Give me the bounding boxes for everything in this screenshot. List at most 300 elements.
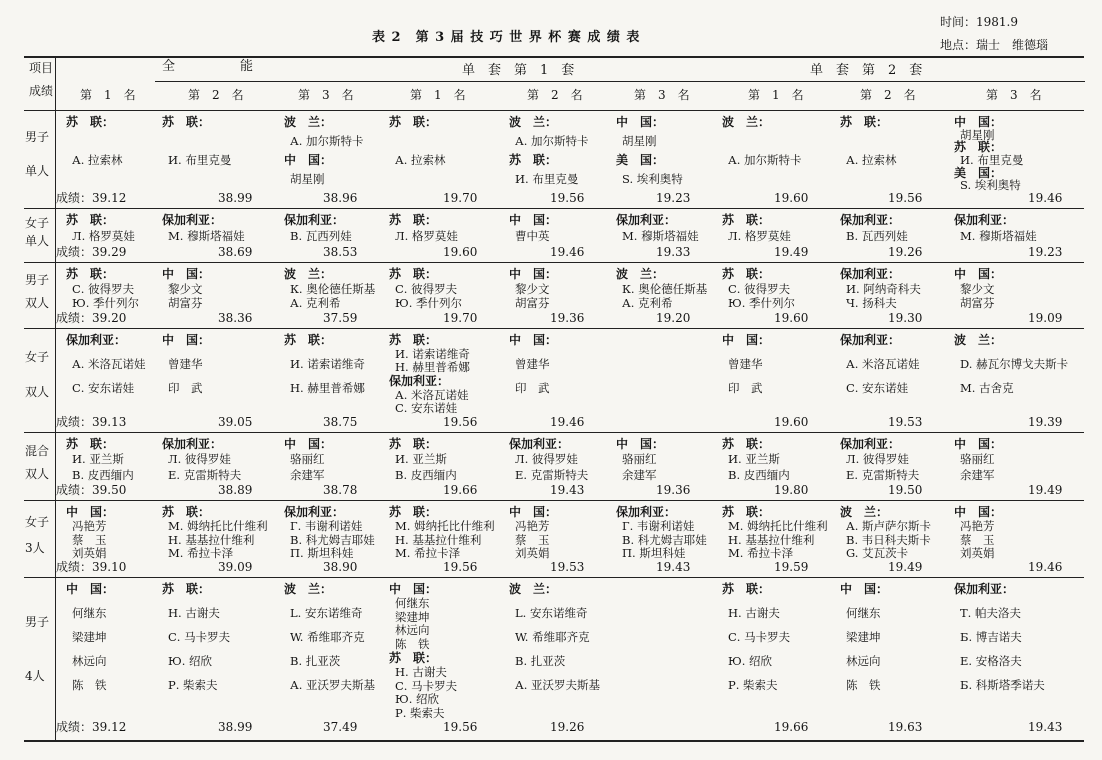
header-balance-2: 单 套 第 2 套 [810, 63, 923, 78]
athlete-name: 林远向 [846, 654, 881, 668]
country-label: 中 国： [284, 153, 333, 167]
score-value: 成绩：39.50 [56, 483, 127, 497]
table-title: 表 2 第 3 届 技 巧 世 界 杯 赛 成 绩 表 [372, 30, 641, 45]
athlete-name: А. 斯卢萨尔斯卡 [846, 518, 932, 533]
event-label: 双人 [25, 295, 50, 310]
score-value: 37.59 [323, 311, 358, 325]
athlete-name: 印 武 [728, 381, 763, 395]
header-place: 第 1 名 [748, 88, 804, 102]
athlete-name: В. 科尤姆吉耶娃 [622, 532, 707, 547]
country-label: 苏 联： [389, 651, 438, 665]
athlete-name: И. 布里克曼 [168, 153, 232, 167]
athlete-name: 陈 铁 [846, 678, 881, 692]
country-label: 波 兰： [722, 115, 771, 129]
score-value: 39.05 [218, 415, 253, 429]
event-label: 女子 [25, 216, 50, 231]
country-label: 苏 联： [722, 437, 771, 451]
athlete-name: Н. 赫里普希娜 [395, 360, 470, 375]
country-label: 中 国： [616, 437, 665, 451]
athlete-name: 黎少文 [960, 281, 995, 296]
athlete-name: 林远向 [72, 654, 107, 668]
score-value: 39.09 [218, 560, 253, 574]
top-rule [24, 56, 1084, 58]
athlete-name: А. 米洛瓦诺娃 [72, 357, 146, 371]
athlete-name: 梁建坤 [846, 630, 881, 644]
country-label: 保加利亚： [162, 437, 223, 451]
athlete-name: 胡富芬 [515, 296, 550, 311]
score-value: 19.09 [1028, 311, 1063, 325]
athlete-name: 刘英娟 [515, 546, 550, 561]
score-value: 19.56 [443, 415, 478, 429]
athlete-name: И. 布里克曼 [960, 153, 1024, 167]
country-label: 中 国： [840, 582, 889, 596]
athlete-name: В. 韦日科夫斯卡 [846, 532, 931, 547]
score-value: 38.36 [218, 311, 253, 325]
bottom-rule [24, 740, 1084, 742]
athlete-name: П. 斯坦科娃 [290, 546, 354, 561]
athlete-name: И. 亚兰斯 [728, 452, 780, 467]
country-label: 中 国： [509, 267, 558, 281]
country-label: 中 国： [509, 505, 558, 519]
athlete-name: К. 奥伦德任斯基 [290, 281, 376, 296]
score-value: 19.66 [774, 720, 809, 734]
country-label: 保加利亚： [509, 437, 570, 451]
score-value: 38.75 [323, 415, 358, 429]
country-label: 苏 联： [284, 333, 333, 347]
score-value: 38.69 [218, 245, 253, 259]
athlete-name: Л. 格罗莫娃 [72, 229, 135, 243]
score-value: 19.60 [774, 311, 809, 325]
score-value: 38.89 [218, 483, 253, 497]
athlete-name: 冯艳芳 [72, 518, 107, 533]
athlete-name: Ю. 季什列尔 [728, 296, 796, 311]
country-label: 中 国： [954, 505, 1003, 519]
score-value: 19.46 [550, 415, 585, 429]
header-place: 第 3 名 [634, 88, 690, 102]
country-label: 保加利亚： [389, 374, 450, 388]
athlete-name: Н. 基基拉什维利 [395, 532, 482, 547]
country-label: 苏 联： [389, 333, 438, 347]
athlete-name: М. 希拉卡泽 [728, 546, 794, 561]
country-label: 苏 联： [389, 213, 438, 227]
event-label: 3人 [25, 540, 45, 555]
score-value: 19.49 [1028, 483, 1063, 497]
athlete-name: W. 希维耶齐克 [290, 630, 365, 644]
country-label: 苏 联： [162, 115, 211, 129]
athlete-name: Т. 帕夫洛夫 [960, 606, 1021, 620]
country-label: 苏 联： [162, 505, 211, 519]
header-place: 第 1 名 [80, 88, 136, 102]
athlete-name: Б. 博吉诺夫 [960, 630, 1022, 644]
athlete-name: А. 加尔斯特卡 [728, 153, 802, 167]
score-value: 19.60 [774, 415, 809, 429]
athlete-name: А. 米洛瓦诺娃 [846, 357, 920, 371]
athlete-name: М. 希拉卡泽 [395, 546, 461, 561]
score-value: 19.26 [550, 720, 585, 734]
athlete-name: Г. 韦谢利诺娃 [290, 518, 363, 533]
athlete-name: Л. 格罗莫娃 [395, 229, 458, 243]
event-column-divider [55, 56, 56, 740]
country-label: 中 国： [162, 267, 211, 281]
athlete-name: С. 彼得罗夫 [395, 281, 458, 296]
athlete-name: Ю. 绍欣 [395, 692, 440, 707]
athlete-name: И. 阿纳奇科夫 [846, 281, 921, 296]
athlete-name: 林远向 [395, 623, 430, 638]
event-label: 双人 [25, 385, 50, 400]
score-value: 19.56 [888, 191, 923, 205]
country-label: 苏 联： [840, 115, 889, 129]
athlete-name: В. 皮西缅内 [72, 467, 134, 482]
country-label: 中 国： [954, 437, 1003, 451]
header-balance-1: 单 套 第 1 套 [462, 63, 575, 78]
athlete-name: А. 克利希 [622, 296, 673, 311]
score-value: 19.60 [774, 191, 809, 205]
country-label: 苏 联： [722, 505, 771, 519]
score-value: 19.43 [1028, 720, 1063, 734]
athlete-name: Н. 古谢夫 [168, 606, 220, 620]
score-value: 38.96 [323, 191, 358, 205]
score-value: 19.70 [443, 191, 478, 205]
header-score: 成绩 [29, 84, 54, 98]
athlete-name: 曹中英 [515, 229, 550, 243]
athlete-name: М. 古舍克 [960, 381, 1014, 395]
country-label: 中 国： [509, 213, 558, 227]
athlete-name: Н. 基基拉什维利 [728, 532, 815, 547]
athlete-name: Н. 古谢夫 [728, 606, 780, 620]
athlete-name: А. 加尔斯特卡 [290, 134, 364, 148]
country-label: 保加利亚： [162, 213, 223, 227]
country-label: 保加利亚： [840, 333, 901, 347]
athlete-name: А. 克利希 [290, 296, 341, 311]
athlete-name: С. 马卡罗夫 [728, 630, 791, 644]
athlete-name: Е. 安格洛夫 [960, 654, 1022, 668]
score-value: 19.80 [774, 483, 809, 497]
athlete-name: А. 拉索林 [846, 153, 897, 167]
country-label: 苏 联： [389, 115, 438, 129]
athlete-name: Е. 克雷斯特夫 [846, 467, 920, 482]
row-divider [24, 432, 1084, 433]
athlete-name: Ч. 扬科夫 [846, 296, 897, 311]
athlete-name: 印 武 [515, 381, 550, 395]
score-value: 19.43 [656, 560, 691, 574]
athlete-name: К. 奥伦德任斯基 [622, 281, 708, 296]
athlete-name: 刘英娟 [72, 546, 107, 561]
athlete-name: Г. 韦谢利诺娃 [622, 518, 695, 533]
score-value: 19.53 [888, 415, 923, 429]
score-value: 38.90 [323, 560, 358, 574]
score-value: 19.39 [1028, 415, 1063, 429]
athlete-name: S. 埃利奥特 [960, 178, 1021, 193]
athlete-name: 何继东 [72, 606, 107, 620]
athlete-name: И. 诺索诺维奇 [395, 346, 470, 361]
score-value: 19.59 [774, 560, 809, 574]
athlete-name: G. 艾瓦茨卡 [846, 546, 909, 561]
country-label: 波 兰： [954, 333, 1003, 347]
score-value: 19.63 [888, 720, 923, 734]
score-value: 19.56 [550, 191, 585, 205]
athlete-name: Р. 柴索夫 [728, 678, 778, 692]
event-label: 单人 [25, 163, 50, 178]
athlete-name: 冯艳芳 [515, 518, 550, 533]
athlete-name: L. 安东诺维奇 [290, 606, 363, 620]
athlete-name: Е. 克雷斯特夫 [515, 467, 589, 482]
athlete-name: W. 希维耶齐克 [515, 630, 590, 644]
event-label: 双人 [25, 467, 50, 482]
score-value: 19.46 [1028, 560, 1063, 574]
header-place: 第 2 名 [188, 88, 244, 102]
event-label: 女子 [25, 350, 50, 365]
country-label: 保加利亚： [284, 213, 345, 227]
competition-place: 地点：瑞士 维德瑙 [940, 38, 1049, 52]
score-value: 19.46 [550, 245, 585, 259]
score-value: 19.43 [550, 483, 585, 497]
score-value: 19.36 [656, 483, 691, 497]
score-value: 19.70 [443, 311, 478, 325]
country-label: 中 国： [284, 437, 333, 451]
country-label: 苏 联： [66, 437, 115, 451]
country-label: 中 国： [616, 115, 665, 129]
country-label: 波 兰： [616, 267, 665, 281]
event-label: 男子 [25, 614, 50, 629]
athlete-name: 余建军 [622, 467, 657, 482]
country-label: 保加利亚： [616, 213, 677, 227]
athlete-name: В. 皮西缅内 [395, 467, 457, 482]
athlete-name: М. 穆斯塔福娃 [168, 229, 245, 243]
event-label: 混合 [25, 444, 50, 459]
score-value: 19.66 [443, 483, 478, 497]
score-value: 19.56 [443, 560, 478, 574]
athlete-name: В. 扎亚茨 [290, 654, 341, 668]
country-label: 中 国： [509, 333, 558, 347]
country-label: 波 兰： [509, 582, 558, 596]
score-value: 19.53 [550, 560, 585, 574]
country-label: 中 国： [162, 333, 211, 347]
country-label: 苏 联： [66, 115, 115, 129]
athlete-name: Л. 格罗莫娃 [728, 229, 791, 243]
country-label: 中 国： [66, 505, 115, 519]
athlete-name: И. 亚兰斯 [395, 452, 447, 467]
header-item: 项目 [29, 61, 54, 75]
athlete-name: В. 瓦西列娃 [290, 229, 352, 243]
athlete-name: Б. 科斯塔季诺夫 [960, 678, 1045, 692]
athlete-name: Л. 彼得罗娃 [846, 452, 909, 467]
score-value: 19.26 [888, 245, 923, 259]
athlete-name: М. 穆斯塔福娃 [960, 229, 1037, 243]
athlete-name: 骆丽红 [622, 452, 657, 467]
athlete-name: Н. 古谢夫 [395, 664, 447, 679]
header-place: 第 3 名 [298, 88, 354, 102]
country-label: 保加利亚： [954, 582, 1015, 596]
country-label: 波 兰： [284, 267, 333, 281]
athlete-name: Н. 赫里普希娜 [290, 381, 365, 395]
score-value: 19.33 [656, 245, 691, 259]
score-value: 成绩：39.29 [56, 245, 127, 259]
athlete-name: 曾建华 [515, 357, 550, 371]
competition-time: 时间：1981.9 [940, 15, 1018, 29]
athlete-name: 印 武 [168, 381, 203, 395]
country-label: 保加利亚： [840, 437, 901, 451]
country-label: 苏 联： [389, 267, 438, 281]
athlete-name: И. 诺索诺维奇 [290, 357, 365, 371]
athlete-name: А. 米洛瓦诺娃 [395, 387, 469, 402]
athlete-name: С. 彼得罗夫 [72, 281, 135, 296]
athlete-name: 蔡 玉 [72, 532, 107, 547]
athlete-name: В. 科尤姆吉耶娃 [290, 532, 375, 547]
athlete-name: В. 瓦西列娃 [846, 229, 908, 243]
athlete-name: С. 彼得罗夫 [728, 281, 791, 296]
athlete-name: Н. 基基拉什维利 [168, 532, 255, 547]
athlete-name: Р. 柴索夫 [168, 678, 218, 692]
athlete-name: 黎少文 [168, 281, 203, 296]
athlete-name: L. 安东诺维奇 [515, 606, 588, 620]
country-label: 苏 联： [66, 267, 115, 281]
country-label: 苏 联： [389, 437, 438, 451]
athlete-name: А. 加尔斯特卡 [515, 134, 589, 148]
score-value: 38.53 [323, 245, 358, 259]
athlete-name: С. 马卡罗夫 [168, 630, 231, 644]
athlete-name: Л. 彼得罗娃 [168, 452, 231, 467]
event-label: 男子 [25, 130, 50, 145]
row-divider [24, 328, 1084, 329]
athlete-name: В. 扎亚茨 [515, 654, 566, 668]
header-place: 第 2 名 [860, 88, 916, 102]
country-label: 苏 联： [722, 582, 771, 596]
header-place: 第 1 名 [410, 88, 466, 102]
athlete-name: 陈 铁 [72, 678, 107, 692]
athlete-name: Р. 柴索夫 [395, 706, 445, 721]
athlete-name: 蔡 玉 [515, 532, 550, 547]
athlete-name: S. 埃利奥特 [622, 172, 683, 186]
score-value: 38.99 [218, 191, 253, 205]
athlete-name: М. 姆纳托比什维利 [395, 518, 495, 533]
athlete-name: Ю. 季什列尔 [72, 296, 140, 311]
athlete-name: С. 安东诺娃 [72, 381, 135, 395]
athlete-name: 胡星刚 [960, 127, 995, 142]
athlete-name: С. 安东诺娃 [846, 381, 909, 395]
score-value: 19.49 [888, 560, 923, 574]
event-label: 女子 [25, 514, 50, 529]
country-label: 波 兰： [284, 582, 333, 596]
score-value: 成绩：39.10 [56, 560, 127, 574]
country-label: 苏 联： [722, 213, 771, 227]
athlete-name: 何继东 [846, 606, 881, 620]
header-all-around: 全 能 [162, 59, 254, 74]
athlete-name: С. 马卡罗夫 [395, 678, 458, 693]
athlete-name: 胡富芬 [168, 296, 203, 311]
country-label: 中 国： [722, 333, 771, 347]
athlete-name: В. 皮西缅内 [728, 467, 790, 482]
score-value: 成绩：39.12 [56, 191, 127, 205]
event-label: 男子 [25, 273, 50, 288]
athlete-name: А. 亚沃罗夫斯基 [515, 678, 601, 692]
score-value: 19.23 [1028, 245, 1063, 259]
athlete-name: 冯艳芳 [960, 518, 995, 533]
athlete-name: 胡星刚 [622, 134, 657, 148]
country-label: 波 兰： [509, 115, 558, 129]
athlete-name: 蔡 玉 [960, 532, 995, 547]
country-label: 中 国： [954, 267, 1003, 281]
athlete-name: М. 穆斯塔福娃 [622, 229, 699, 243]
country-label: 保加利亚： [284, 505, 345, 519]
country-label: 保加利亚： [954, 213, 1015, 227]
country-label: 保加利亚： [66, 333, 127, 347]
athlete-name: Л. 彼得罗娃 [515, 452, 578, 467]
athlete-name: А. 拉索林 [395, 153, 446, 167]
athlete-name: Е. 克雷斯特夫 [168, 467, 242, 482]
athlete-name: М. 希拉卡泽 [168, 546, 234, 561]
athlete-name: 曾建华 [728, 357, 763, 371]
country-label: 苏 联： [954, 140, 1003, 155]
athlete-name: D. 赫瓦尔博戈夫斯卡 [960, 357, 1069, 371]
athlete-name: 梁建坤 [395, 609, 430, 624]
country-label: 苏 联： [389, 505, 438, 519]
header-place: 第 3 名 [986, 88, 1042, 102]
athlete-name: 骆丽红 [290, 452, 325, 467]
row-divider [24, 577, 1084, 578]
athlete-name: 黎少文 [515, 281, 550, 296]
score-value: 19.20 [656, 311, 691, 325]
score-value: 38.78 [323, 483, 358, 497]
athlete-name: А. 亚沃罗夫斯基 [290, 678, 376, 692]
athlete-name: М. 姆纳托比什维利 [728, 518, 828, 533]
event-label: 单人 [25, 234, 50, 249]
country-label: 波 兰： [284, 115, 333, 129]
country-label: 保加利亚： [616, 505, 677, 519]
athlete-name: 余建军 [290, 467, 325, 482]
score-value: 19.60 [443, 245, 478, 259]
athlete-name: Ю. 绍欣 [728, 654, 773, 668]
score-value: 37.49 [323, 720, 358, 734]
country-label: 苏 联： [509, 153, 558, 167]
athlete-name: 梁建坤 [72, 630, 107, 644]
row-divider [24, 262, 1084, 263]
row-divider [24, 500, 1084, 501]
country-label: 中 国： [954, 115, 1003, 129]
athlete-name: С. 安东诺娃 [395, 401, 458, 416]
header-mid-rule [155, 81, 1085, 82]
athlete-name: П. 斯坦科娃 [622, 546, 686, 561]
athlete-name: И. 亚兰斯 [72, 452, 124, 467]
country-label: 苏 联： [162, 582, 211, 596]
athlete-name: Ю. 绍欣 [168, 654, 213, 668]
country-label: 美 国： [616, 153, 665, 167]
athlete-name: 何继东 [395, 595, 430, 610]
country-label: 保加利亚： [840, 267, 901, 281]
country-label: 波 兰： [840, 505, 889, 519]
score-value: 19.36 [550, 311, 585, 325]
score-value: 19.30 [888, 311, 923, 325]
country-label: 美 国： [954, 165, 1003, 180]
country-label: 保加利亚： [840, 213, 901, 227]
athlete-name: 胡星刚 [290, 172, 325, 186]
athlete-name: 曾建华 [168, 357, 203, 371]
score-value: 19.50 [888, 483, 923, 497]
score-value: 成绩：39.20 [56, 311, 127, 325]
country-label: 中 国： [389, 582, 438, 596]
country-label: 苏 联： [66, 213, 115, 227]
country-label: 中 国： [66, 582, 115, 596]
score-value: 19.23 [656, 191, 691, 205]
athlete-name: А. 拉索林 [72, 153, 123, 167]
header-place: 第 2 名 [527, 88, 583, 102]
score-value: 19.56 [443, 720, 478, 734]
header-bottom-rule [24, 110, 1084, 111]
athlete-name: М. 姆纳托比什维利 [168, 518, 268, 533]
score-value: 19.49 [774, 245, 809, 259]
athlete-name: 陈 铁 [395, 637, 430, 652]
score-value: 19.46 [1028, 191, 1063, 205]
athlete-name: И. 布里克曼 [515, 172, 579, 186]
